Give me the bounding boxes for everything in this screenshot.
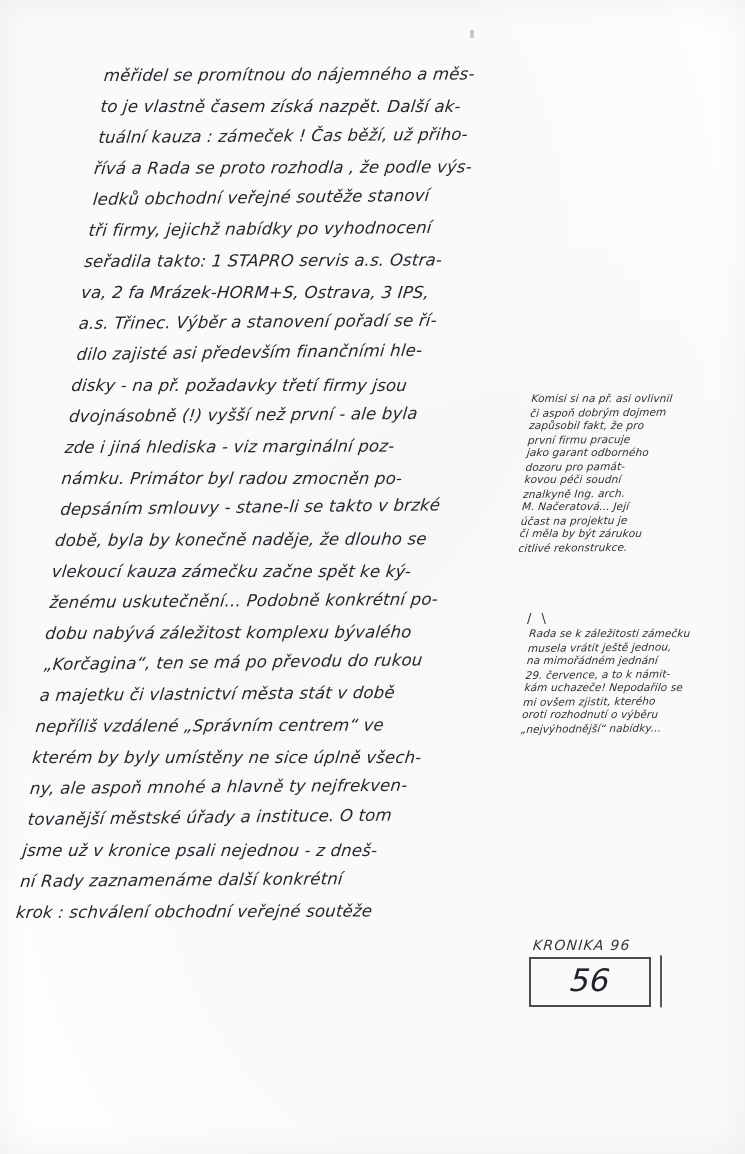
margin-note-line: či aspoň dobrým dojmem bbox=[529, 406, 667, 420]
body-line: tři firmy, jejichž nabídky po vyhodnocení bbox=[87, 218, 433, 240]
margin-note-line: kovou péči soudní bbox=[523, 474, 622, 486]
body-line: ny, ale aspoň mnohé a hlavně ty nejfrekven- bbox=[29, 775, 409, 798]
body-line: ledků obchodní veřejné soutěže stanoví bbox=[92, 185, 431, 209]
margin-note-first bbox=[518, 393, 714, 555]
margin-note-line: kám uchazeče! Nepodařilo se bbox=[523, 682, 684, 694]
body-line: seřadila takto: 1 STAPRO servis a.s. Ostra- bbox=[83, 250, 444, 271]
margin-note-line: citlivé rekonstrukce. bbox=[518, 541, 628, 555]
footer-stamp bbox=[529, 938, 689, 1007]
margin-note-line: účast na projektu je bbox=[520, 514, 628, 528]
body-line: ženému uskutečnění... Podobně konkrétní po- bbox=[48, 589, 439, 612]
margin-note-marker: / \ bbox=[527, 612, 549, 627]
body-line: „Korčagina“, ten se má po převodu do rukou bbox=[43, 650, 424, 674]
margin-note-second bbox=[520, 628, 711, 736]
margin-note-line: „nejvýhodnější“ nabídky... bbox=[520, 721, 662, 736]
body-line: zde i jiná hlediska - viz marginální poz- bbox=[63, 436, 396, 457]
body-line: nepříliš vzdálené „Správním centrem“ ve bbox=[34, 715, 385, 736]
body-line: dilo zajisté asi především finančními hle- bbox=[75, 340, 424, 364]
margin-note-line: první firmu pracuje bbox=[527, 433, 631, 447]
handwritten-body-text bbox=[14, 60, 560, 928]
body-line: va, 2 fa Mrázek-HORM+S, Ostrava, 3 IPS, bbox=[80, 283, 431, 302]
margin-note-line: mi ovšem zjistit, kterého bbox=[522, 695, 657, 709]
body-line: dobu nabývá záležitost komplexu bývalého bbox=[44, 622, 413, 643]
body-line: a.s. Třinec. Výběr a stanovení pořadí se ří- bbox=[78, 310, 438, 333]
page-number: 56 bbox=[568, 963, 612, 999]
body-line: a majetku či vlastnictví města stát v době bbox=[38, 682, 396, 705]
margin-note-line: na mimořádném jednání bbox=[526, 655, 659, 667]
body-line: depsáním smlouvy - stane-li se takto v brzké bbox=[59, 495, 442, 519]
margin-note-line: oroti rozhodnutí o výběru bbox=[521, 709, 659, 721]
body-line: řívá a Rada se proto rozhodla , že podle výs- bbox=[93, 157, 473, 178]
body-line: tuální kauza : zámeček ! Čas běží, už přiho- bbox=[97, 124, 469, 147]
scan-artifact-mark bbox=[470, 30, 474, 38]
body-line: dvojnásobně (!) vyšší než první - ale byla bbox=[68, 403, 419, 426]
margin-note-line: znalkyně Ing. arch. bbox=[522, 487, 626, 501]
body-line: měřidel se promítnou do nájemného a měs- bbox=[103, 64, 476, 85]
margin-note-line: 29. července, a to k námit- bbox=[525, 667, 671, 682]
body-line: ní Rady zaznamenáme další konkrétní bbox=[19, 869, 344, 891]
margin-note-line: dozoru pro památ- bbox=[525, 460, 626, 474]
margin-note-line: zapůsobil fakt, že pro bbox=[528, 420, 645, 432]
margin-note-line: musela vrátit ještě jednou, bbox=[527, 640, 673, 655]
body-line: době, byla by konečně naděje, že dlouho se bbox=[54, 529, 428, 550]
body-line: disky - na př. požadavky třetí firmy jsou bbox=[70, 376, 409, 395]
margin-note-line: Komisi si na př. asi ovlivnil bbox=[531, 393, 673, 405]
margin-note-line: Rada se k záležitosti zámečku bbox=[528, 628, 691, 640]
margin-note-line: či měla by být zárukou bbox=[519, 528, 643, 540]
chronicle-title: KRONIKA 96 bbox=[532, 938, 632, 954]
margin-note-line: M. Načeratová... Její bbox=[521, 501, 630, 513]
page-number-box bbox=[529, 957, 651, 1007]
body-line: vlekoucí kauza zámečku začne spět ke ký- bbox=[50, 562, 413, 581]
body-line: krok : schválení obchodní veřejné soutěže bbox=[15, 901, 374, 922]
body-line: tovanější městské úřady a instituce. O tom bbox=[26, 805, 393, 829]
body-line: jsme už v kronice psali nejednou - z dneš- bbox=[21, 841, 379, 860]
body-line: námku. Primátor byl radou zmocněn po- bbox=[60, 469, 404, 488]
body-line: to je vlastně časem získá nazpět. Další ak- bbox=[99, 97, 462, 116]
margin-note-line: jako garant odborného bbox=[526, 447, 650, 459]
body-line: kterém by byly umístěny ne sice úplně všech- bbox=[31, 748, 423, 767]
